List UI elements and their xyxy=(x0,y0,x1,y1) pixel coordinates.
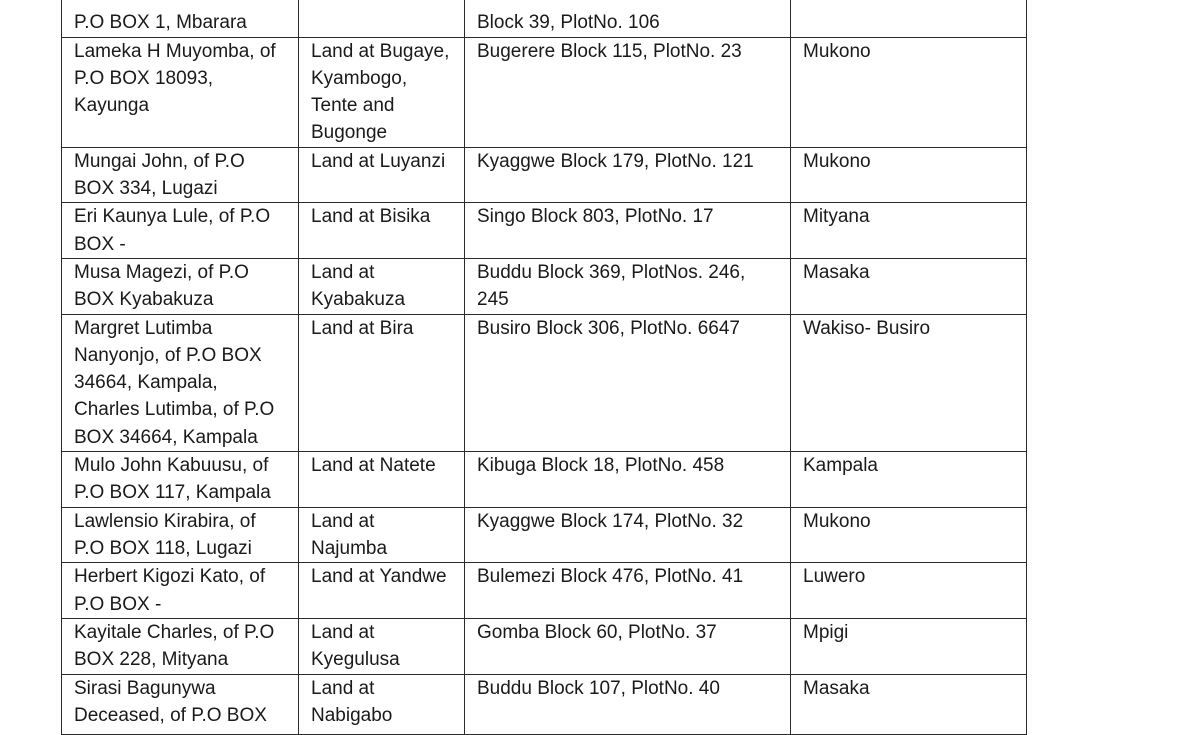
district-cell: Mpigi xyxy=(791,618,1027,674)
owner-cell: Musa Magezi, of P.O BOX Kyabakuza xyxy=(62,258,299,314)
table-row xyxy=(62,37,1027,147)
table-row xyxy=(62,507,1027,563)
owner-cell: Kayitale Charles, of P.O BOX 228, Mityana xyxy=(62,618,299,674)
land-cell: Land at Natete xyxy=(299,452,465,508)
district-cell: Mukono xyxy=(791,147,1027,203)
land-cell xyxy=(299,0,465,37)
district-cell: Masaka xyxy=(791,674,1027,734)
owner-cell: Eri Kaunya Lule, of P.O BOX - xyxy=(62,203,299,259)
land-cell: Land at Yandwe xyxy=(299,563,465,619)
district-cell: Masaka xyxy=(791,258,1027,314)
reference-cell: Kyaggwe Block 174, PlotNo. 32 xyxy=(465,507,791,563)
reference-cell: Kyaggwe Block 179, PlotNo. 121 xyxy=(465,147,791,203)
reference-cell: Busiro Block 306, PlotNo. 6647 xyxy=(465,314,791,451)
owner-cell: Mulo John Kabuusu, of P.O BOX 117, Kampala xyxy=(62,452,299,508)
land-cell: Land at Bira xyxy=(299,314,465,451)
reference-cell: Bugerere Block 115, PlotNo. 23 xyxy=(465,37,791,147)
owner-cell: Lawlensio Kirabira, of P.O BOX 118, Lugazi xyxy=(62,507,299,563)
district-cell: Luwero xyxy=(791,563,1027,619)
district-cell: Mukono xyxy=(791,507,1027,563)
table-row xyxy=(62,258,1027,314)
owner-cell: Herbert Kigozi Kato, of P.O BOX - xyxy=(62,563,299,619)
table-row xyxy=(62,314,1027,451)
table-row xyxy=(62,452,1027,508)
land-cell: Land at Bisika xyxy=(299,203,465,259)
owner-cell: Mungai John, of P.O BOX 334, Lugazi xyxy=(62,147,299,203)
table-row xyxy=(62,147,1027,203)
land-cell: Land at Bugaye, Kyambogo, Tente and Bugonge xyxy=(299,37,465,147)
reference-cell: Kibuga Block 18, PlotNo. 458 xyxy=(465,452,791,508)
reference-cell: Block 39, PlotNo. 106 xyxy=(465,0,791,37)
land-cell: Land at Nabigabo xyxy=(299,674,465,734)
reference-cell: Bulemezi Block 476, PlotNo. 41 xyxy=(465,563,791,619)
district-cell: Mityana xyxy=(791,203,1027,259)
reference-cell: Gomba Block 60, PlotNo. 37 xyxy=(465,618,791,674)
land-cell: Land at Kyegulusa xyxy=(299,618,465,674)
table-row xyxy=(62,674,1027,734)
land-register-table xyxy=(61,0,1027,735)
district-cell: Kampala xyxy=(791,452,1027,508)
reference-cell: Buddu Block 107, PlotNo. 40 xyxy=(465,674,791,734)
land-cell: Land at Luyanzi xyxy=(299,147,465,203)
land-cell: Land at Kyabakuza xyxy=(299,258,465,314)
table-row xyxy=(62,618,1027,674)
owner-cell: Lameka H Muyomba, of P.O BOX 18093, Kayunga xyxy=(62,37,299,147)
owner-cell: Sirasi Bagunywa Deceased, of P.O BOX xyxy=(62,674,299,734)
table-row xyxy=(62,0,1027,37)
district-cell xyxy=(791,0,1027,37)
table-body xyxy=(62,0,1027,734)
land-cell: Land at Najumba xyxy=(299,507,465,563)
reference-cell: Buddu Block 369, PlotNos. 246, 245 xyxy=(465,258,791,314)
reference-cell: Singo Block 803, PlotNo. 17 xyxy=(465,203,791,259)
district-cell: Wakiso- Busiro xyxy=(791,314,1027,451)
table-row xyxy=(62,203,1027,259)
owner-cell: P.O BOX 1, Mbarara xyxy=(62,0,299,37)
owner-cell: Margret Lutimba Nanyonjo, of P.O BOX 34664, Kampala, Charles Lutimba, of P.O BOX 34664, Kampala xyxy=(62,314,299,451)
table-row xyxy=(62,563,1027,619)
district-cell: Mukono xyxy=(791,37,1027,147)
